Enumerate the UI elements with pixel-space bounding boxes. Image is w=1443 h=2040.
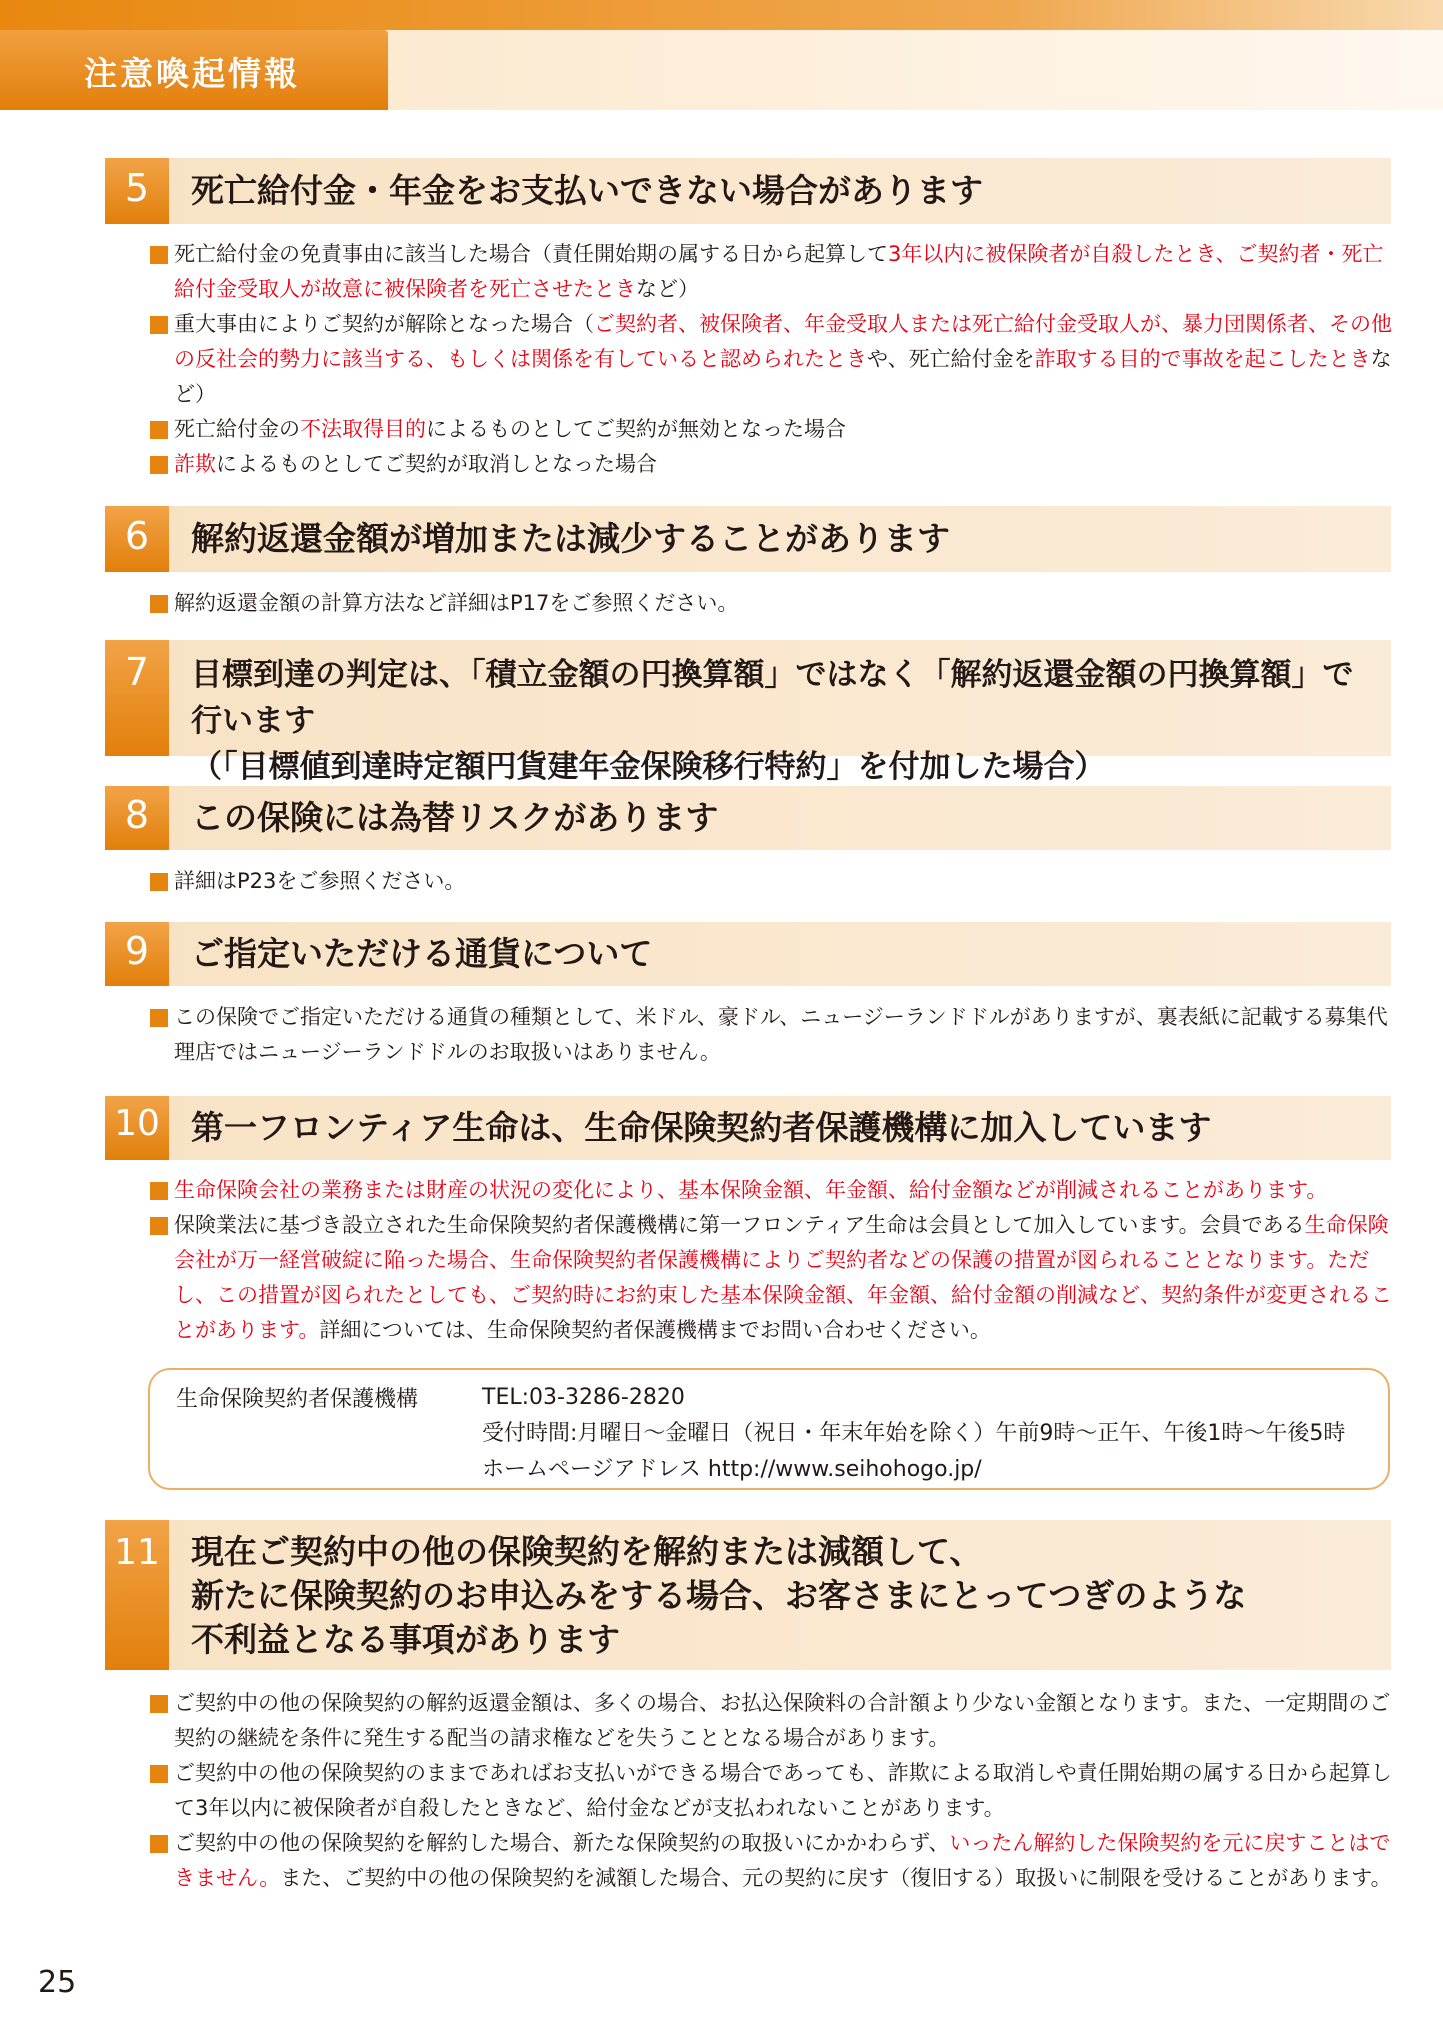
section-title: 目標到達の判定は、「積立金額の円換算額」ではなく「解約返還金額の円換算額」で行います （「目標値到達時定額円貨建年金保険移行特約」を付加した場合） (191, 657, 1354, 785)
contact-box (148, 1368, 1390, 1490)
section-title: ご指定いただける通貨について (191, 934, 653, 973)
section-5-list (150, 237, 1395, 482)
list-item: 詳細はP23をご参照ください。 (150, 864, 1395, 899)
list-item: 死亡給付金の不法取得目的によるものとしてご契約が無効となった場合 (150, 412, 1395, 447)
contact-tel: TEL:03-3286-2820 (482, 1385, 685, 1410)
section-number: 9 (105, 922, 169, 986)
list-item: ご契約中の他の保険契約のままであればお支払いができる場合であっても、詐欺による取消しや責任開始期の属する日から起算して3年以内に被保険者が自殺したときなど、給付金などが支払われないことがあります。 (150, 1756, 1395, 1826)
section-6-heading (105, 506, 1391, 572)
section-5-heading (105, 158, 1391, 224)
section-title: 解約返還金額が増加または減少することがあります (191, 519, 950, 558)
section-10-list (150, 1173, 1395, 1348)
list-item: ご契約中の他の保険契約を解約した場合、新たな保険契約の取扱いにかかわらず、いったん解約した保険契約を元に戻すことはできません。また、ご契約中の他の保険契約を減額した場合、元の契約に戻す（復旧する）取扱いに制限を受けることがあります。 (150, 1826, 1395, 1896)
section-number: 8 (105, 786, 169, 850)
list-item: ご契約中の他の保険契約の解約返還金額は、多くの場合、お払込保険料の合計額より少ない金額となります。また、一定期間のご契約の継続を条件に発生する配当の請求権などを失うこととなる場合があります。 (150, 1686, 1395, 1756)
list-item: 解約返還金額の計算方法など詳細はP17をご参照ください。 (150, 586, 1395, 621)
list-item: 重大事由によりご契約が解除となった場合（ご契約者、被保険者、年金受取人または死亡給付金受取人が、暴力団関係者、その他の反社会的勢力に該当する、もしくは関係を有していると認められたときや、死亡給付金を詐取する目的で事故を起こしたときなど） (150, 307, 1395, 412)
section-title: 現在ご契約中の他の保険契約を解約または減額して、 新たに保険契約のお申込みをする場合、お客さまにとってつぎのような 不利益となる事項があります (191, 1532, 1247, 1659)
section-10-heading (105, 1096, 1391, 1160)
section-9-heading (105, 922, 1391, 986)
section-title: 第一フロンティア生命は、生命保険契約者保護機構に加入しています (191, 1108, 1212, 1147)
section-number: 7 (105, 640, 169, 756)
section-number: 5 (105, 158, 169, 224)
list-item: この保険でご指定いただける通貨の種類として、米ドル、豪ドル、ニュージーランドドルがありますが、裏表紙に記載する募集代理店ではニュージーランドドルのお取扱いはありません。 (150, 1000, 1395, 1070)
section-number: 11 (105, 1520, 169, 1670)
list-item: 死亡給付金の免責事由に該当した場合（責任開始期の属する日から起算して3年以内に被保険者が自殺したとき、ご契約者・死亡給付金受取人が故意に被保険者を死亡させたときなど） (150, 237, 1395, 307)
list-item: 詐欺によるものとしてご契約が取消しとなった場合 (150, 447, 1395, 482)
section-7-heading (105, 640, 1391, 785)
list-item: 保険業法に基づき設立された生命保険契約者保護機構に第一フロンティア生命は会員として加入しています。会員である生命保険会社が万一経営破綻に陥った場合、生命保険契約者保護機構によりご契約者などの保護の措置が図られることとなります。ただし、この措置が図られたとしても、ご契約時にお約束した基本保険金額、年金額、給付金額の削減など、契約条件が変更されることがあります。詳細については、生命保険契約者保護機構までお問い合わせください。 (150, 1208, 1395, 1348)
contact-details (482, 1380, 1345, 1488)
section-11-list (150, 1686, 1395, 1896)
contact-org: 生命保険契約者保護機構 (176, 1387, 419, 1412)
section-title: この保険には為替リスクがあります (191, 798, 719, 837)
section-8-list (150, 864, 1395, 899)
contact-web[interactable]: ホームページアドレス http://www.seihohogo.jp/ (482, 1457, 982, 1482)
list-item: 生命保険会社の業務または財産の状況の変化により、基本保険金額、年金額、給付金額などが削減されることがあります。 (150, 1173, 1395, 1208)
section-6-list (150, 586, 1395, 621)
section-number: 10 (105, 1096, 169, 1160)
section-8-heading (105, 786, 1391, 850)
contact-hours: 受付時間:月曜日～金曜日（祝日・年末年始を除く）午前9時～正午、午後1時～午後5時 (482, 1421, 1346, 1446)
top-accent-bar (0, 0, 1443, 30)
section-9-list (150, 1000, 1395, 1070)
page-number: 25 (38, 1965, 77, 2000)
section-title: 死亡給付金・年金をお支払いできない場合があります (191, 171, 983, 210)
section-number: 6 (105, 506, 169, 572)
page-title: 注意喚起情報 (84, 54, 300, 93)
section-11-heading (105, 1520, 1391, 1670)
